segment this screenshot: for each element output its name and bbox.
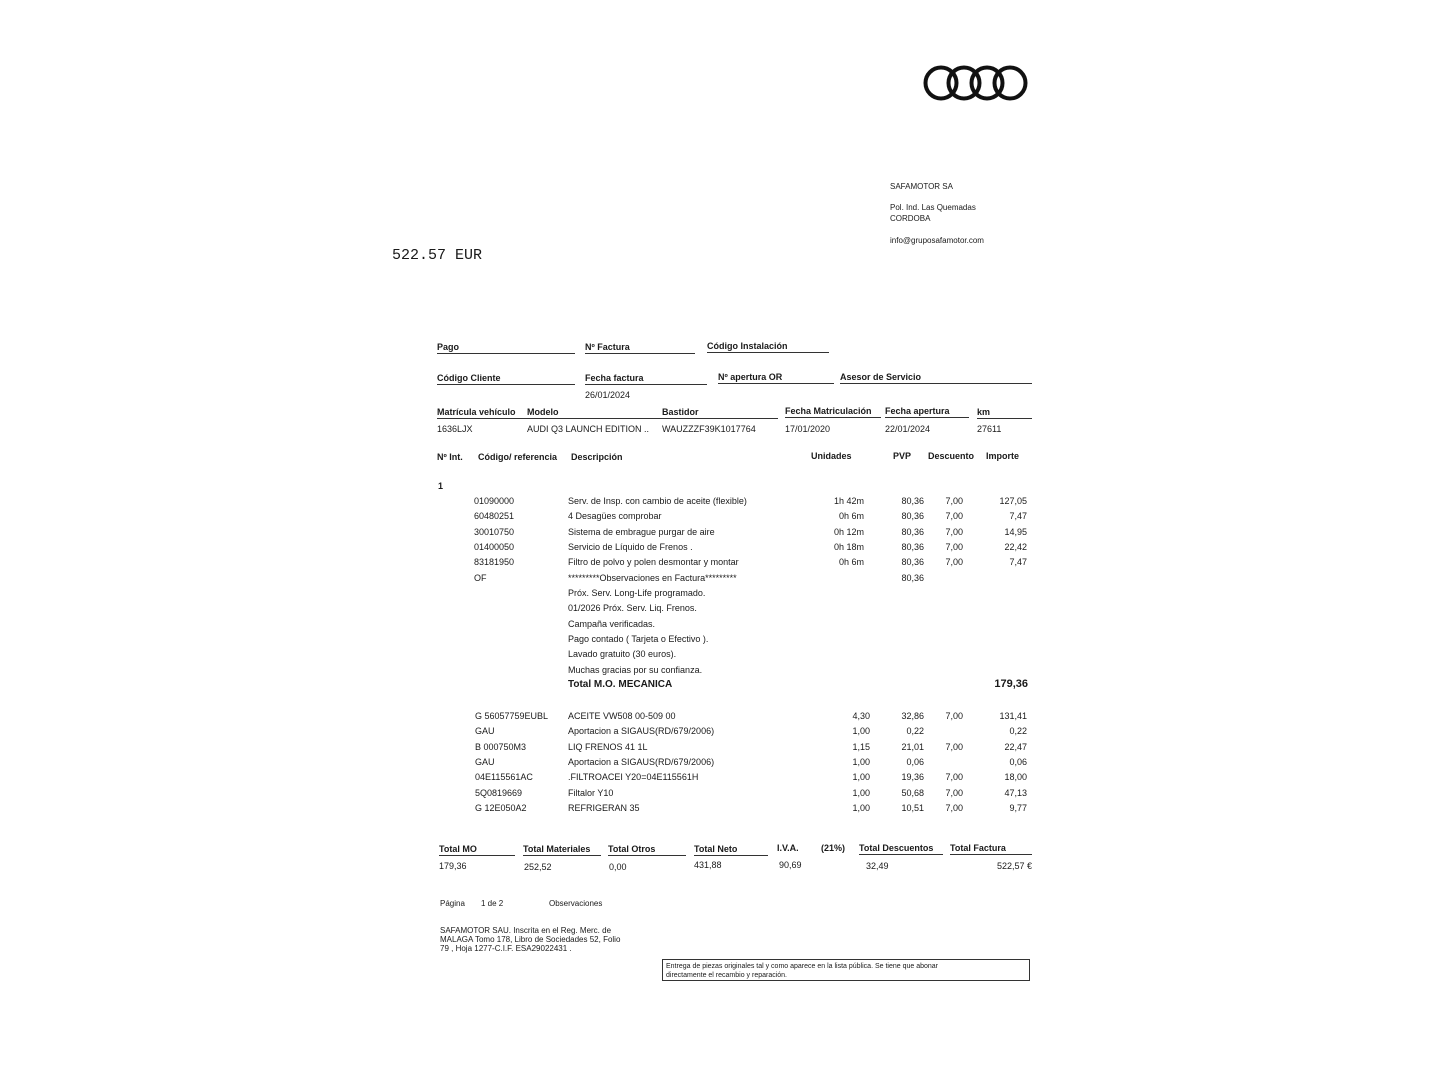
- observation-line: Próx. Serv. Long-Life programado.: [568, 588, 706, 598]
- labor-amount: 7,47: [1009, 557, 1027, 568]
- label-fecha-factura: Fecha factura: [585, 373, 707, 385]
- labor-description: 4 Desagües comprobar: [568, 511, 662, 522]
- part-pvp: 32,86: [901, 711, 924, 721]
- registry-text: SAFAMOTOR SAU. Inscrita en el Reg. Merc. de MALAGA Tomo 178, Libro de Sociedades 52, Folio 79 , Hoja 1277-C.I.F. ESA29022431 .: [440, 926, 621, 953]
- section-number: 1: [438, 481, 444, 491]
- part-units: 1,00: [852, 756, 870, 767]
- part-units: 1,00: [852, 802, 870, 813]
- part-units: 1,15: [852, 741, 870, 752]
- total-mo-value: 179,36: [994, 678, 1028, 690]
- observation-line: 01/2026 Próx. Serv. Liq. Frenos.: [568, 603, 697, 614]
- th-descripcion: Descripción: [571, 452, 623, 462]
- part-amount: 18,00: [1004, 772, 1027, 783]
- part-amount: 131,41: [999, 711, 1027, 721]
- label-iva: I.V.A.: [777, 843, 799, 853]
- labor-amount: 14,95: [1004, 526, 1027, 537]
- part-discount: 7,00: [945, 741, 963, 752]
- part-description: LIQ FRENOS 41 1L: [568, 741, 648, 752]
- amount-due: 522.57 EUR: [392, 247, 483, 264]
- labor-pvp: 80,36: [901, 541, 924, 552]
- labor-amount: 7,47: [1009, 511, 1027, 522]
- part-pvp: 0,06: [906, 756, 924, 767]
- labor-description: *********Observaciones en Factura*********: [568, 572, 737, 583]
- label-fecha-apertura: Fecha apertura: [885, 406, 969, 418]
- labor-discount: 7,00: [945, 511, 963, 522]
- labor-pvp: 80,36: [901, 496, 924, 506]
- labor-amount: 22,42: [1004, 541, 1027, 552]
- labor-pvp: 80,36: [901, 511, 924, 522]
- th-unidades: Unidades: [811, 451, 852, 461]
- label-num-apertura-or: Nº apertura OR: [718, 372, 834, 384]
- labor-description: Servicio de Líquido de Frenos .: [568, 541, 693, 552]
- value-iva: 90,69: [779, 860, 802, 870]
- value-km: 27611: [977, 424, 1002, 434]
- labor-description: Sistema de embrague purgar de aire: [568, 526, 715, 537]
- labor-code: 30010750: [474, 526, 515, 537]
- value-total-factura: 522,57 €: [996, 861, 1032, 871]
- labor-description: Serv. de Insp. con cambio de aceite (flexible): [568, 496, 747, 506]
- value-total-descuentos: 32,49: [866, 861, 889, 871]
- notice-box: Entrega de piezas originales tal y como aparece en la lista pública. Se tiene que abonar directamente el recambio y reparación.: [662, 959, 1030, 981]
- part-units: 1,00: [852, 726, 870, 737]
- part-description: .FILTROACEI Y20=04E115561H: [568, 772, 699, 783]
- observation-line: Pago contado ( Tarjeta o Efectivo ).: [568, 633, 709, 644]
- part-code: G 56057759EUBL: [475, 711, 549, 721]
- label-total-materiales: Total Materiales: [523, 844, 601, 856]
- part-description: Aportacion a SIGAUS(RD/679/2006): [568, 756, 715, 767]
- label-bastidor: Bastidor: [662, 407, 778, 419]
- observation-line: Campaña verificadas.: [568, 618, 656, 629]
- labor-units: 0h 18m: [833, 541, 864, 552]
- part-amount: 0,06: [1009, 756, 1027, 767]
- part-amount: 22,47: [1004, 741, 1027, 752]
- part-units: 1,00: [852, 772, 870, 783]
- labor-units: 0h 12m: [833, 526, 864, 537]
- part-code: 04E115561AC: [475, 772, 533, 783]
- th-importe: Importe: [986, 451, 1020, 461]
- value-total-otros: 0,00: [609, 862, 627, 872]
- label-codigo-cliente: Código Cliente: [437, 373, 575, 385]
- labor-pvp: 80,36: [901, 557, 924, 568]
- label-num-factura: Nº Factura: [585, 342, 695, 354]
- observation-line: Lavado gratuito (30 euros).: [568, 649, 677, 660]
- part-discount: 7,00: [945, 711, 963, 721]
- label-iva-pct: (21%): [821, 843, 846, 853]
- labor-code: 60480251: [474, 511, 515, 522]
- value-total-mo: 179,36: [439, 861, 467, 871]
- label-total-factura: Total Factura: [950, 843, 1032, 855]
- observaciones-label: Observaciones: [549, 899, 603, 908]
- part-description: REFRIGERAN 35: [568, 802, 640, 813]
- value-fecha-apertura: 22/01/2024: [885, 424, 931, 434]
- part-discount: 7,00: [945, 787, 963, 798]
- part-pvp: 10,51: [901, 802, 924, 813]
- label-total-neto: Total Neto: [694, 844, 768, 856]
- th-descuento: Descuento: [928, 451, 975, 461]
- value-total-materiales: 252,52: [524, 862, 552, 872]
- part-pvp: 19,36: [901, 772, 924, 783]
- label-total-otros: Total Otros: [608, 844, 686, 856]
- company-name: SAFAMOTOR SA: [890, 182, 953, 191]
- labor-code: 83181950: [474, 557, 515, 568]
- th-pvp: PVP: [893, 451, 912, 461]
- labor-discount: 7,00: [945, 496, 963, 506]
- labor-pvp: 80,36: [901, 572, 924, 583]
- labor-units: 0h 6m: [838, 511, 864, 522]
- labor-description: Filtro de polvo y polen desmontar y montar: [568, 557, 739, 568]
- part-units: 4,30: [852, 711, 870, 721]
- value-matricula: 1636LJX: [437, 424, 473, 434]
- part-amount: 47,13: [1004, 787, 1027, 798]
- company-address-line1: Pol. Ind. Las Quemadas: [890, 203, 976, 212]
- value-modelo: AUDI Q3 LAUNCH EDITION ..: [527, 424, 650, 434]
- value-bastidor: WAUZZZF39K1017764: [662, 424, 756, 434]
- label-matricula: Matrícula vehículo: [437, 407, 527, 419]
- labor-discount: 7,00: [945, 557, 963, 568]
- label-codigo-instalacion: Código Instalación: [707, 341, 829, 353]
- label-asesor-servicio: Asesor de Servicio: [840, 372, 1032, 384]
- th-num-int: Nº Int.: [437, 452, 463, 462]
- labor-pvp: 80,36: [901, 526, 924, 537]
- pagina-value: 1 de 2: [481, 899, 504, 908]
- company-address-line2: CORDOBA: [890, 214, 931, 223]
- part-discount: 7,00: [945, 772, 963, 783]
- total-mo-label: Total M.O. MECANICA: [568, 679, 673, 690]
- part-code: G 12E050A2: [475, 802, 527, 813]
- value-total-neto: 431,88: [694, 860, 722, 870]
- labor-code: 01090000: [474, 496, 515, 506]
- labor-units: 1h 42m: [833, 496, 864, 506]
- labor-discount: 7,00: [945, 541, 963, 552]
- labor-code: OF: [474, 572, 487, 583]
- part-description: Filtalor Y10: [568, 787, 614, 798]
- labor-code: 01400050: [474, 541, 515, 552]
- part-description: Aportacion a SIGAUS(RD/679/2006): [568, 726, 715, 737]
- value-fecha-matriculacion: 17/01/2020: [785, 424, 831, 434]
- part-amount: 0,22: [1009, 726, 1027, 737]
- part-amount: 9,77: [1009, 802, 1027, 813]
- labor-units: 0h 6m: [838, 557, 864, 568]
- part-pvp: 50,68: [901, 787, 924, 798]
- fecha-factura-value: 26/01/2024: [585, 390, 631, 400]
- pagina-label: Página: [440, 899, 465, 908]
- part-code: GAU: [475, 756, 495, 767]
- label-fecha-matriculacion: Fecha Matriculación: [785, 406, 881, 418]
- label-pago: Pago: [437, 342, 575, 354]
- part-code: GAU: [475, 726, 495, 737]
- label-total-mo: Total MO: [439, 844, 515, 856]
- part-code: B 000750M3: [475, 741, 527, 752]
- observation-line: Muchas gracias por su confianza.: [568, 664, 703, 675]
- labor-discount: 7,00: [945, 526, 963, 537]
- label-modelo: Modelo: [527, 407, 662, 419]
- label-total-descuentos: Total Descuentos: [859, 843, 943, 855]
- part-code: 5Q0819669: [475, 787, 523, 798]
- part-description: ACEITE VW508 00-509 00: [568, 711, 676, 721]
- part-units: 1,00: [852, 787, 870, 798]
- labor-amount: 127,05: [999, 496, 1027, 506]
- company-email: info@gruposafamotor.com: [890, 236, 984, 245]
- audi-rings-logo: [922, 64, 1030, 102]
- part-discount: 7,00: [945, 802, 963, 813]
- part-pvp: 21,01: [901, 741, 924, 752]
- label-km: km: [977, 407, 1032, 419]
- th-codigo: Código/ referencia: [478, 452, 558, 462]
- part-pvp: 0,22: [906, 726, 924, 737]
